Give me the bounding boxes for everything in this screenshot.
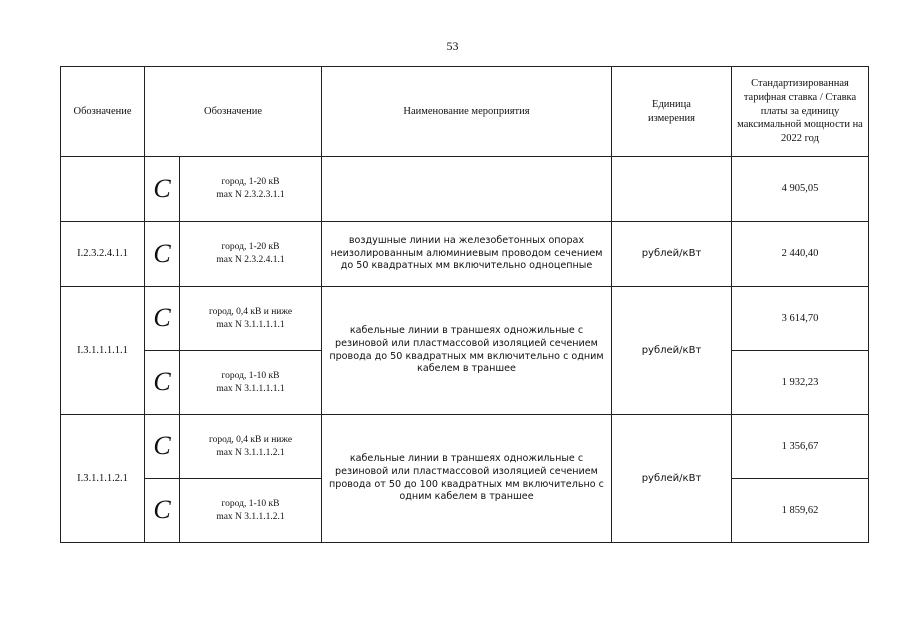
row-code: I.2.3.2.4.1.1 [61,222,145,287]
header-rate: Стандартизированная тарифная ставка / Ставка платы за единицу максимальной мощности на 2022 год [732,67,869,157]
table-row [61,287,869,351]
row-code: I.3.1.1.1.1.1 [61,287,145,415]
header-unit: Единица измерения [612,67,732,157]
row-code [61,157,145,222]
row-condition: город, 0,4 кВ и ниже max N 3.1.1.1.2.1 [180,415,322,479]
symbol-c: C [145,479,180,543]
table-row [61,222,869,287]
symbol-c: C [145,157,180,222]
row-description: кабельные линии в траншеях одножильные с резиновой или пластмассовой изоляцией сечением провода от 50 до 100 квадратных мм включительно с одним кабелем в траншее [322,415,612,543]
row-condition: город, 1-20 кВ max N 2.3.2.4.1.1 [180,222,322,287]
header-designation: Обозначение [61,67,145,157]
row-value: 1 859,62 [732,479,869,543]
row-condition: город, 1-20 кВ max N 2.3.2.3.1.1 [180,157,322,222]
row-value: 1 356,67 [732,415,869,479]
row-unit: рублей/кВт [612,222,732,287]
row-value: 3 614,70 [732,287,869,351]
row-unit [612,157,732,222]
row-description: кабельные линии в траншеях одножильные с резиновой или пластмассовой изоляцией сечением провода до 50 квадратных мм включительно с одним кабелем в траншее [322,287,612,415]
row-value: 1 932,23 [732,351,869,415]
symbol-c: C [145,287,180,351]
symbol-c: C [145,222,180,287]
table-header-row [61,67,869,157]
row-description [322,157,612,222]
row-unit: рублей/кВт [612,287,732,415]
page-number: 53 [446,39,459,53]
row-condition: город, 0,4 кВ и ниже max N 3.1.1.1.1.1 [180,287,322,351]
header-activity-name: Наименование мероприятия [322,67,612,157]
row-condition: город, 1-10 кВ max N 3.1.1.1.1.1 [180,351,322,415]
row-code: I.3.1.1.1.2.1 [61,415,145,543]
symbol-c: C [145,415,180,479]
row-description: воздушные линии на железобетонных опорах неизолированным алюминиевым проводом сечением до 50 квадратных мм включительно одноцепные [322,222,612,287]
header-designation-2: Обозначение [145,67,322,157]
row-value: 4 905,05 [732,157,869,222]
table-row [61,157,869,222]
row-condition: город, 1-10 кВ max N 3.1.1.1.2.1 [180,479,322,543]
tariff-table [60,66,869,543]
table-row [61,415,869,479]
symbol-c: C [145,351,180,415]
row-unit: рублей/кВт [612,415,732,543]
row-value: 2 440,40 [732,222,869,287]
